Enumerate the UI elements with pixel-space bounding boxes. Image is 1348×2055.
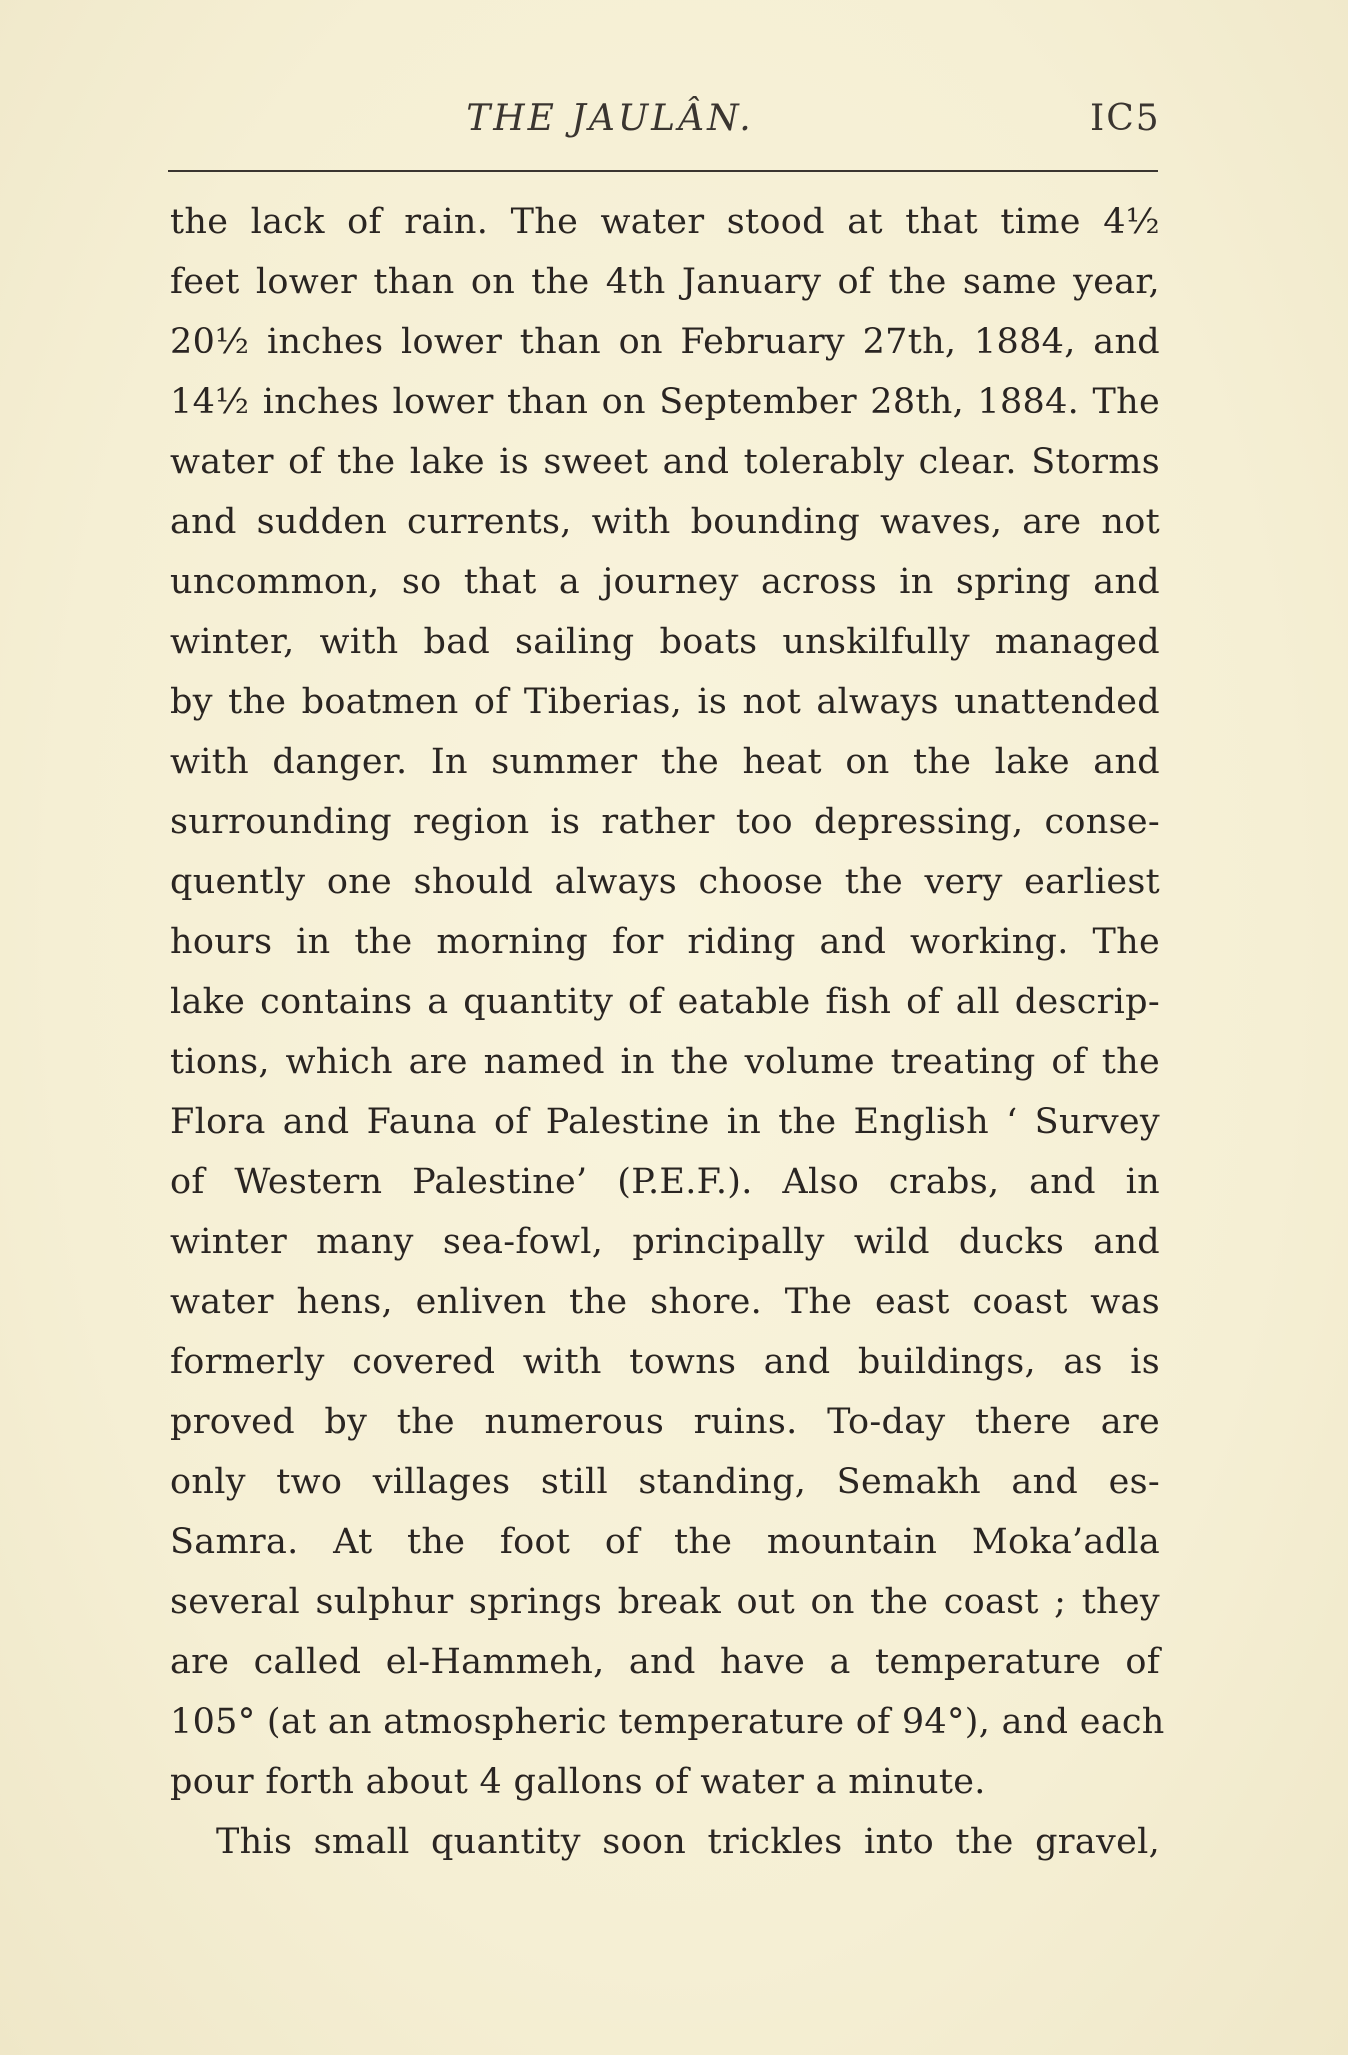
body-text [170, 192, 1165, 1872]
text-line: formerly covered with towns and buildings, as is [170, 1342, 1160, 1382]
text-line: feet lower than on the 4th January of the same year, [170, 262, 1160, 302]
text-line: winter, with bad sailing boats unskilfully managed [170, 622, 1160, 662]
text-line: water hens, enliven the shore. The east coast was [170, 1282, 1160, 1322]
text-line: tions, which are named in the volume treating of the [170, 1042, 1160, 1082]
text-line: 105° (at an atmospheric temperature of 94°), and each [170, 1702, 1165, 1742]
text-line: This small quantity soon trickles into the gravel, [216, 1822, 1160, 1862]
header-rule [168, 170, 1158, 172]
text-line: Flora and Fauna of Palestine in the English ‘ Survey [170, 1102, 1160, 1142]
text-line: uncommon, so that a journey across in spring and [170, 562, 1160, 602]
text-line: water of the lake is sweet and tolerably clear. Storms [170, 442, 1160, 482]
text-line: with danger. In summer the heat on the lake and [170, 742, 1160, 782]
text-line: 20½ inches lower than on February 27th, 1884, and [170, 322, 1160, 362]
text-line: several sulphur springs break out on the coast ; they [170, 1582, 1160, 1622]
text-line: winter many sea-fowl, principally wild ducks and [170, 1222, 1160, 1262]
running-title: THE JAULÂN. [466, 98, 754, 139]
text-line: and sudden currents, with bounding waves, are not [170, 502, 1160, 542]
text-line: only two villages still standing, Semakh and es- [170, 1462, 1160, 1502]
text-line: Samra. At the foot of the mountain Moka’adla [170, 1522, 1160, 1562]
page-number: IC5 [1090, 98, 1161, 139]
text-line: of Western Palestine’ (P.E.F.). Also crabs, and in [170, 1162, 1160, 1202]
running-header [0, 98, 1348, 148]
text-line: lake contains a quantity of eatable fish of all descrip- [170, 982, 1160, 1022]
text-line: hours in the morning for riding and working. The [170, 922, 1160, 962]
text-line: quently one should always choose the very earliest [170, 862, 1160, 902]
text-line: surrounding region is rather too depressing, conse- [170, 802, 1160, 842]
text-line: are called el-Hammeh, and have a temperature of [170, 1642, 1160, 1682]
text-line: pour forth about 4 gallons of water a minute. [170, 1762, 986, 1802]
text-line: by the boatmen of Tiberias, is not always unattended [170, 682, 1160, 722]
text-line: 14½ inches lower than on September 28th, 1884. The [170, 382, 1160, 422]
text-line: proved by the numerous ruins. To-day there are [170, 1402, 1160, 1442]
text-line: the lack of rain. The water stood at that time 4½ [170, 202, 1160, 242]
